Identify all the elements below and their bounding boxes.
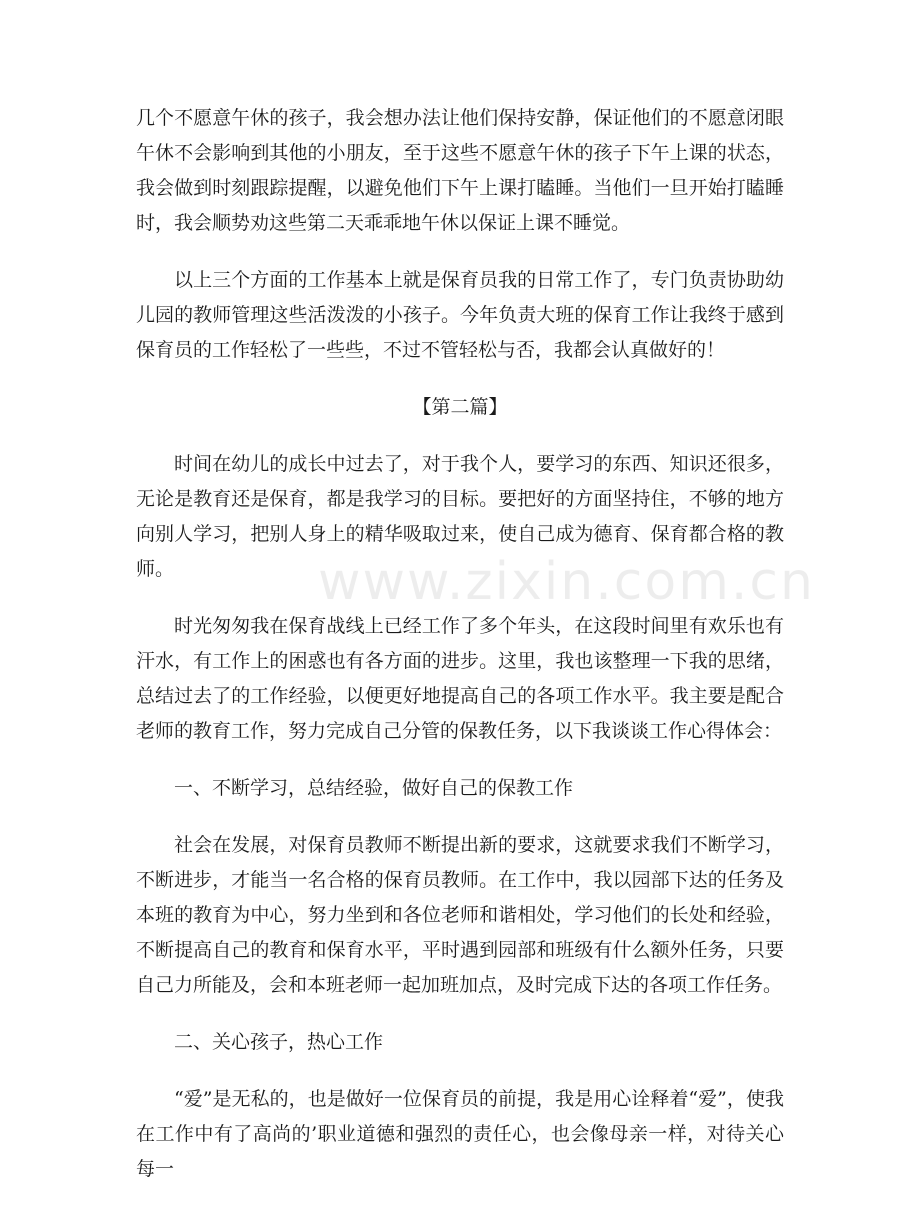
paragraph-2: 以上三个方面的工作基本上就是保育员我的日常工作了，专门负责协助幼儿园的教师管理这些活泼泼的小孩子。今年负责大班的保育工作让我终于感到保育员的工作轻松了一些些，不过不管轻松与否，我都会认真做好的！ (136, 269, 784, 361)
paragraph-6: “爱”是无私的，也是做好一位保育员的前提，我是用心诠释着“爱”，使我在工作中有了高尚的’职业道德和强烈的责任心，也会像母亲一样，对待关心每一 (136, 1088, 784, 1180)
subheading-2: 二、关心孩子，热心工作 (174, 1031, 384, 1053)
paragraph-4: 时光匆匆我在保育战线上已经工作了多个年头，在这段时间里有欢乐也有汗水，有工作上的困惑也有各方面的进步。这里，我也该整理一下我的思绪，总结过去了的工作经验，以便更好地提高自己的各项工作水平。我主要是配合老师的教育工作，努力完成自己分管的保教任务，以下我谈谈工作心得体会： (136, 615, 784, 742)
paragraph-1: 几个不愿意午休的孩子，我会想办法让他们保持安静，保证他们的不愿意闭眼午休不会影响到其他的小朋友，至于这些不愿意午休的孩子下午上课的状态，我会做到时刻跟踪提醒，以避免他们下午上课打瞌睡。当他们一旦开始打瞌睡时，我会顺势劝这些第二天乖乖地午休以保证上课不睡觉。 (136, 107, 784, 234)
subheading-1: 一、不断学习，总结经验，做好自己的保教工作 (174, 777, 574, 799)
paragraph-5: 社会在发展，对保育员教师不断提出新的要求，这就要求我们不断学习，不断进步，才能当一名合格的保育员教师。在工作中，我以园部下达的任务及本班的教育为中心，努力坐到和各位老师和谐相处，学习他们的长处和经验，不断提高自己的教育和保育水平，平时遇到园部和班级有什么额外任务，只要自己力所能及，会和本班老师一起加班加点，及时完成下达的各项工作任务。 (136, 834, 784, 996)
section-heading: 【第二篇】 (412, 396, 508, 418)
paragraph-3: 时间在幼儿的成长中过去了，对于我个人，要学习的东西、知识还很多，无论是教育还是保育，都是我学习的目标。要把好的方面坚持住，不够的地方向别人学习，把别人身上的精华吸取过来，使自己成为德育、保育都合格的教师。 (136, 453, 784, 580)
document-body (136, 101, 784, 1209)
watermark: www.zixin.com.cn (318, 552, 815, 612)
